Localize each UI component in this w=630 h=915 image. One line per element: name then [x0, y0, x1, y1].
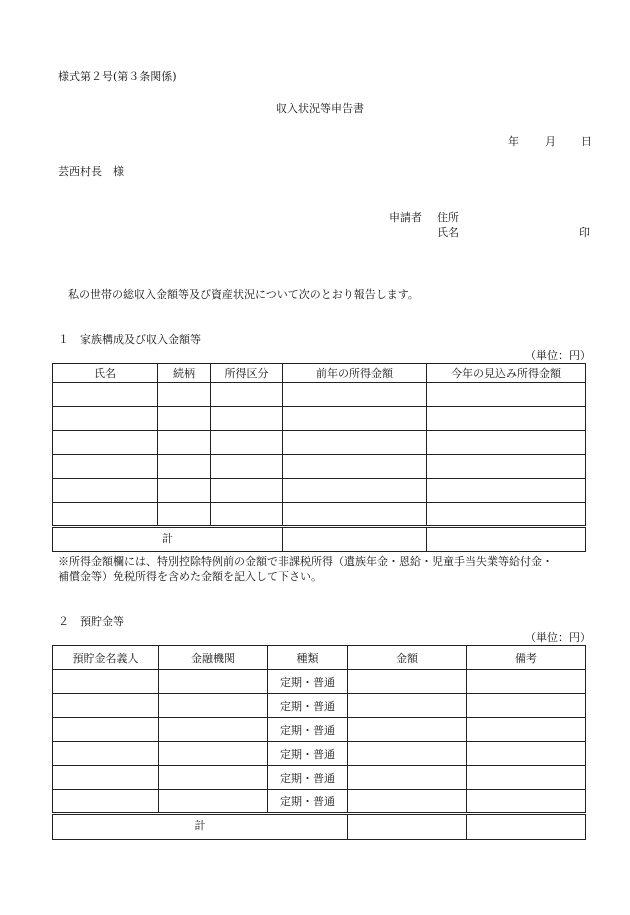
form-number: 様式第２号(第３条関係) [58, 70, 177, 83]
expected-income-cell[interactable] [427, 503, 586, 527]
relationship-cell[interactable] [158, 431, 211, 455]
table-row [53, 479, 586, 503]
amount-cell[interactable] [348, 694, 467, 718]
table-row [53, 431, 586, 455]
seal-mark: 印 [579, 226, 590, 239]
amount-cell[interactable] [348, 718, 467, 742]
section1-unit: （単位：円） [525, 349, 591, 362]
holder-cell[interactable] [53, 718, 159, 742]
document-title: 収入状況等申告書 [276, 102, 364, 115]
relationship-cell[interactable] [158, 479, 211, 503]
total-prev-income-cell[interactable] [283, 527, 427, 552]
expected-income-cell[interactable] [427, 431, 586, 455]
amount-cell[interactable] [348, 766, 467, 790]
remarks-cell[interactable] [467, 742, 586, 766]
col-type: 種類 [268, 646, 348, 670]
institution-cell[interactable] [159, 742, 268, 766]
col-relationship: 続柄 [158, 364, 211, 383]
col-account-holder: 預貯金名義人 [53, 646, 159, 670]
name-cell[interactable] [53, 479, 158, 503]
relationship-cell[interactable] [158, 383, 211, 407]
holder-cell[interactable] [53, 766, 159, 790]
table-row [53, 742, 586, 766]
holder-cell[interactable] [53, 742, 159, 766]
name-cell[interactable] [53, 503, 158, 527]
table-row [53, 790, 586, 814]
income-header-row [53, 364, 586, 383]
income-note-line2: 補償金等）免税所得を含めた金額を記入して下さい。 [58, 570, 322, 583]
institution-cell[interactable] [159, 790, 268, 814]
total-amount-cell[interactable] [348, 814, 467, 840]
holder-cell[interactable] [53, 790, 159, 814]
applicant-address-label: 住所 [437, 211, 459, 224]
total-label [53, 527, 283, 552]
total-label-text: 計 [162, 532, 173, 545]
table-row [53, 383, 586, 407]
amount-cell[interactable] [348, 670, 467, 694]
section2-unit: （単位：円） [525, 631, 591, 644]
prev-income-cell[interactable] [283, 407, 427, 431]
income-category-cell[interactable] [211, 455, 283, 479]
table-row [53, 503, 586, 527]
income-category-cell[interactable] [211, 479, 283, 503]
col-expected-income: 今年の見込み所得金額 [427, 364, 586, 383]
table-row [53, 766, 586, 790]
section2-heading: ２ 預貯金等 [58, 615, 124, 628]
name-cell[interactable] [53, 455, 158, 479]
institution-cell[interactable] [159, 670, 268, 694]
name-cell[interactable] [53, 407, 158, 431]
col-prev-year-income: 前年の所得金額 [283, 364, 427, 383]
income-category-cell[interactable] [211, 383, 283, 407]
type-cell[interactable]: 定期・普通 [268, 718, 348, 742]
applicant-name-label: 氏名 [437, 226, 459, 239]
date-day-label: 日 [581, 135, 592, 148]
type-cell[interactable]: 定期・普通 [268, 694, 348, 718]
total-label [53, 814, 348, 840]
col-income-category: 所得区分 [211, 364, 283, 383]
savings-header-row [53, 646, 586, 670]
type-cell[interactable]: 定期・普通 [268, 742, 348, 766]
income-table [52, 363, 586, 552]
income-category-cell[interactable] [211, 431, 283, 455]
expected-income-cell[interactable] [427, 383, 586, 407]
applicant-label: 申請者 [389, 211, 422, 224]
relationship-cell[interactable] [158, 455, 211, 479]
col-amount: 金額 [348, 646, 467, 670]
savings-total-row [53, 814, 586, 840]
type-cell[interactable]: 定期・普通 [268, 790, 348, 814]
institution-cell[interactable] [159, 694, 268, 718]
holder-cell[interactable] [53, 670, 159, 694]
total-remarks-cell[interactable] [467, 814, 586, 840]
statement-text: 私の世帯の総収入金額等及び資産状況について次のとおり報告します。 [68, 288, 419, 301]
income-category-cell[interactable] [211, 407, 283, 431]
table-row [53, 694, 586, 718]
remarks-cell[interactable] [467, 670, 586, 694]
table-row [53, 407, 586, 431]
date-month-label: 月 [545, 135, 556, 148]
amount-cell[interactable] [348, 790, 467, 814]
prev-income-cell[interactable] [283, 383, 427, 407]
prev-income-cell[interactable] [283, 455, 427, 479]
relationship-cell[interactable] [158, 407, 211, 431]
type-cell[interactable]: 定期・普通 [268, 670, 348, 694]
addressee: 芸西村長 様 [58, 165, 124, 178]
remarks-cell[interactable] [467, 790, 586, 814]
table-row [53, 670, 586, 694]
institution-cell[interactable] [159, 718, 268, 742]
relationship-cell[interactable] [158, 503, 211, 527]
total-label-text: 計 [194, 819, 206, 832]
prev-income-cell[interactable] [283, 431, 427, 455]
income-category-cell[interactable] [211, 503, 283, 527]
col-name: 氏名 [53, 364, 158, 383]
income-total-row [53, 527, 586, 552]
prev-income-cell[interactable] [283, 479, 427, 503]
total-expected-income-cell[interactable] [427, 527, 586, 552]
savings-table [52, 645, 586, 840]
expected-income-cell[interactable] [427, 407, 586, 431]
holder-cell[interactable] [53, 694, 159, 718]
name-cell[interactable] [53, 383, 158, 407]
expected-income-cell[interactable] [427, 455, 586, 479]
remarks-cell[interactable] [467, 766, 586, 790]
expected-income-cell[interactable] [427, 479, 586, 503]
remarks-cell[interactable] [467, 694, 586, 718]
table-row [53, 455, 586, 479]
institution-cell[interactable] [159, 766, 268, 790]
section1-heading: １ 家族構成及び収入金額等 [58, 333, 201, 346]
col-remarks: 備考 [467, 646, 586, 670]
date-year-label: 年 [508, 135, 519, 148]
remarks-cell[interactable] [467, 718, 586, 742]
prev-income-cell[interactable] [283, 503, 427, 527]
income-note-line1: ※所得金額欄には、特別控除特例前の金額で非課税所得（遺族年金・恩給・児童手当失業等給付金・ [58, 555, 553, 568]
amount-cell[interactable] [348, 742, 467, 766]
table-row [53, 718, 586, 742]
col-financial-institution: 金融機関 [159, 646, 268, 670]
name-cell[interactable] [53, 431, 158, 455]
type-cell[interactable]: 定期・普通 [268, 766, 348, 790]
